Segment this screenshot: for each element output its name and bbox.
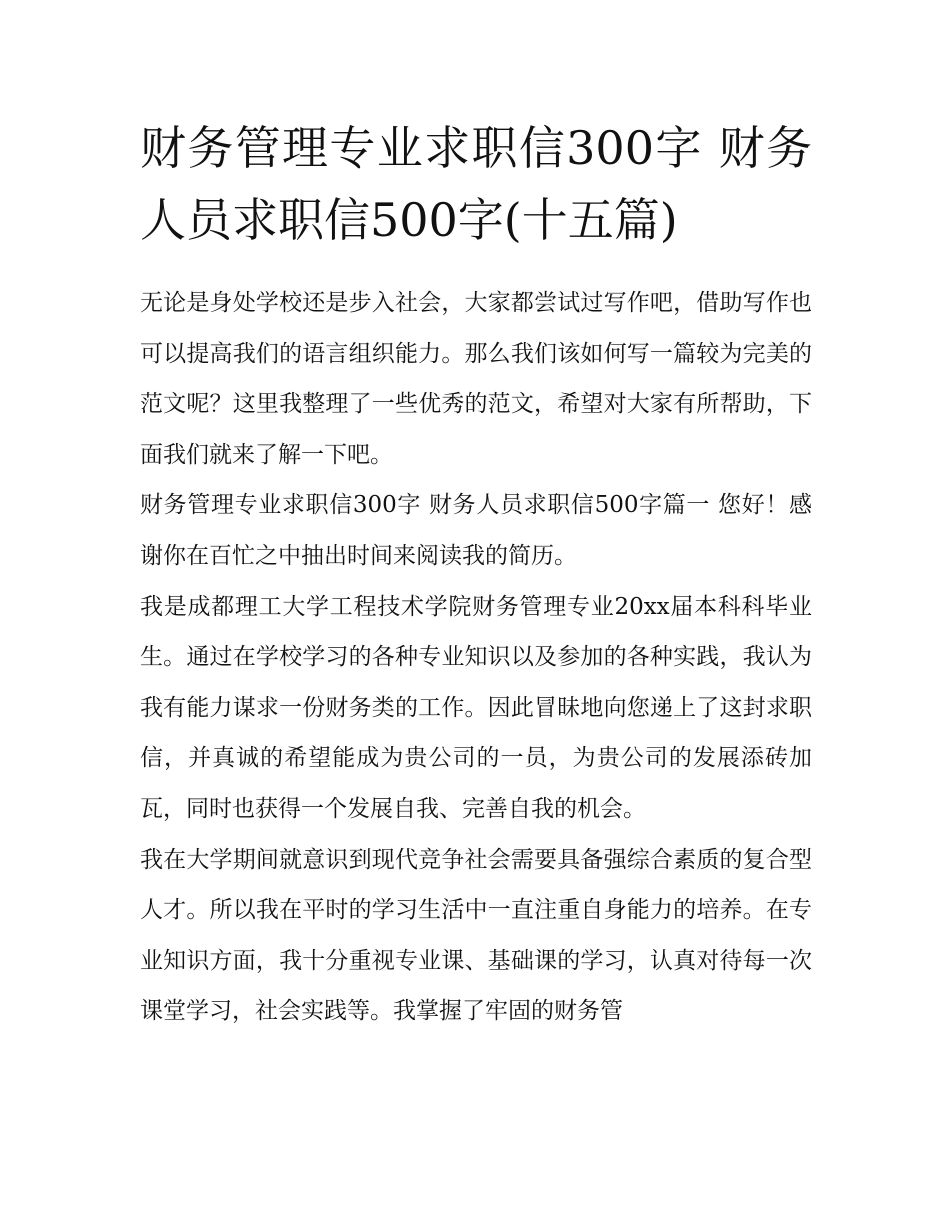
document-body: [140, 112, 812, 1037]
paragraph-university-experience: 我在大学期间就意识到现代竞争社会需要具备强综合素质的复合型人才。所以我在平时的学习生活中一直注重自身能力的培养。在专业知识方面，我十分重视专业课、基础课的学习，认真对待每一次课堂学习，社会实践等。我掌握了牢固的财务管: [140, 846, 812, 1025]
paragraph-greeting: 财务管理专业求职信300字 财务人员求职信500字篇一 您好！感谢你在百忙之中抽出时间来阅读我的简历。: [140, 492, 812, 569]
paragraph-self-introduction: 我是成都理工大学工程技术学院财务管理专业20xx届本科科毕业生。通过在学校学习的各种专业知识以及参加的各种实践，我认为我有能力谋求一份财务类的工作。因此冒昧地向您递上了这封求职信，并真诚的希望能成为贵公司的一员，为贵公司的发展添砖加瓦，同时也获得一个发展自我、完善自我的机会。: [140, 593, 812, 822]
document-title: 财务管理专业求职信300字 财务人员求职信500字(十五篇): [140, 121, 813, 247]
paragraph-intro: 无论是身处学校还是步入社会，大家都尝试过写作吧，借助写作也可以提高我们的语言组织能力。那么我们该如何写一篇较为完美的范文呢？这里我整理了一些优秀的范文，希望对大家有所帮助，下面我们就来了解一下吧。: [140, 290, 812, 468]
